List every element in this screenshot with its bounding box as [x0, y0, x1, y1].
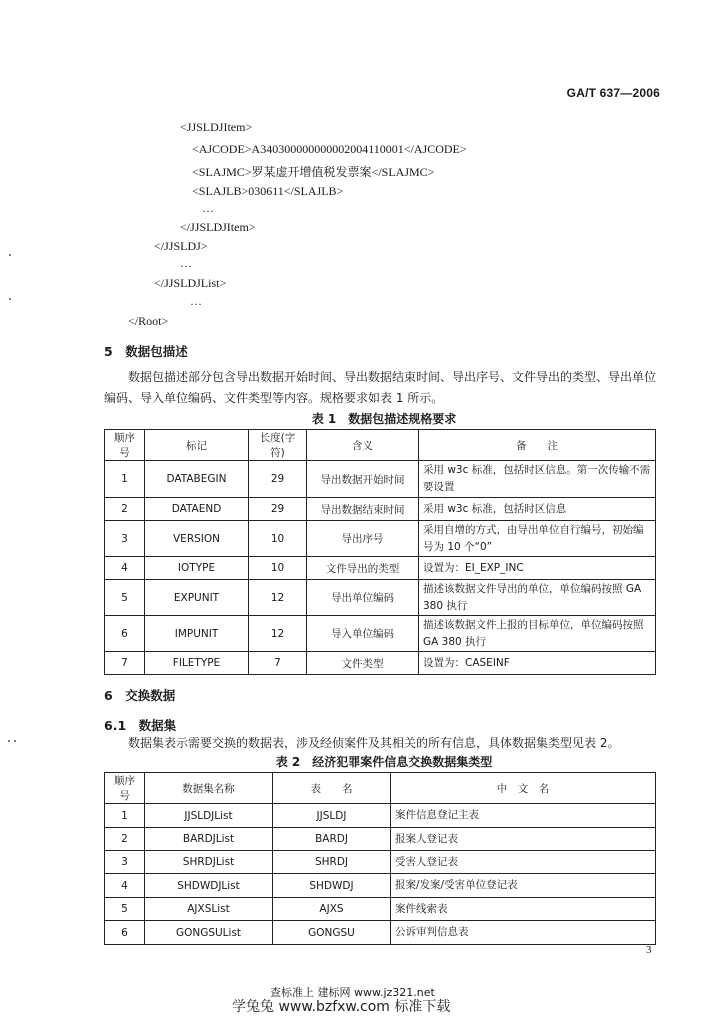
table-row: [105, 580, 656, 616]
column-header: 含义: [307, 430, 419, 461]
column-header: 数据集名称: [145, 773, 273, 804]
standard-number: GA/T 637—2006: [566, 86, 660, 100]
table-cell: EXPUNIT: [145, 580, 249, 616]
code-line: …: [180, 256, 192, 270]
scan-speck: [14, 740, 16, 742]
code-line: …: [202, 201, 214, 215]
table-cell: 7: [105, 652, 145, 675]
column-header: 顺序号: [105, 430, 145, 461]
table-cell: 4: [105, 874, 145, 898]
table-cell: 6: [105, 921, 145, 945]
table-cell: DATABEGIN: [145, 461, 249, 498]
table-row: [105, 616, 656, 652]
code-line: …: [190, 294, 202, 308]
table-row: [105, 652, 656, 675]
table-cell: 报案人登记表: [391, 828, 656, 851]
table-cell: 10: [249, 557, 307, 580]
table-cell: 采用自增的方式，由导出单位自行编号，初始编号为 10 个“0”: [419, 521, 656, 557]
table-cell: JJSLDJ: [273, 804, 391, 828]
table-cell: 采用 w3c 标准，包括时区信息: [419, 498, 656, 521]
table-cell: 3: [105, 851, 145, 874]
table-cell: SHDWDJList: [145, 874, 273, 898]
table-row: [105, 498, 656, 521]
table-cell: 设置为：EI_EXP_INC: [419, 557, 656, 580]
code-line: </JJSLDJ>: [154, 239, 208, 253]
section-paragraph: 数据包描述部分包含导出数据开始时间、导出数据结束时间、导出序号、文件导出的类型、导出单位编码、导入单位编码、文件类型等内容。规格要求如表 1 所示。: [104, 370, 657, 405]
table-cell: JJSLDJList: [145, 804, 273, 828]
table-cell: 公诉审判信息表: [391, 921, 656, 945]
table-row: [105, 898, 656, 921]
table-row: [105, 461, 656, 498]
column-header: 长度(字符): [249, 430, 307, 461]
table-cell: 案件信息登记主表: [391, 804, 656, 828]
table-row: [105, 804, 656, 828]
table-cell: 导出数据结束时间: [307, 498, 419, 521]
section-heading: 5 数据包描述: [104, 344, 188, 359]
table-cell: 2: [105, 828, 145, 851]
column-header: 中 文 名: [391, 773, 656, 804]
table-cell: 描述该数据文件上报的目标单位，单位编码按照 GA 380 执行: [419, 616, 656, 652]
page-number: 3: [646, 944, 652, 956]
table-row: [105, 851, 656, 874]
section-paragraph: 数据集表示需要交换的数据表，涉及经侦案件及其相关的所有信息，具体数据集类型见表 2。: [128, 736, 620, 750]
code-line: </JJSLDJItem>: [180, 220, 256, 234]
table-cell: 5: [105, 580, 145, 616]
footer-watermark: 学兔兔 www.bzfxw.com 标准下载: [232, 999, 451, 1015]
table-cell: 1: [105, 804, 145, 828]
table-cell: 4: [105, 557, 145, 580]
table-cell: 报案/发案/受害单位登记表: [391, 874, 656, 898]
scan-speck: [9, 298, 11, 300]
table-cell: 导出数据开始时间: [307, 461, 419, 498]
table-caption: 表 1 数据包描述规格要求: [311, 412, 457, 426]
table-cell: 导出序号: [307, 521, 419, 557]
code-line: <JJSLDJItem>: [180, 120, 253, 134]
footer-watermark: 查标准上 建标网 www.jz321.net: [270, 986, 435, 999]
column-header: 顺序号: [105, 773, 145, 804]
table-cell: 1: [105, 461, 145, 498]
table-cell: BARDJ: [273, 828, 391, 851]
table-cell: 6: [105, 616, 145, 652]
table-cell: 12: [249, 616, 307, 652]
table-cell: DATAEND: [145, 498, 249, 521]
table-cell: 29: [249, 498, 307, 521]
table-cell: 10: [249, 521, 307, 557]
table-cell: 导入单位编码: [307, 616, 419, 652]
table-cell: IOTYPE: [145, 557, 249, 580]
table-cell: 描述该数据文件导出的单位，单位编码按照 GA 380 执行: [419, 580, 656, 616]
code-line: </JJSLDJList>: [154, 276, 227, 290]
table-cell: AJXSList: [145, 898, 273, 921]
table-row: [105, 921, 656, 945]
table-row: [105, 874, 656, 898]
table-cell: 案件线索表: [391, 898, 656, 921]
table-cell: 3: [105, 521, 145, 557]
table-cell: SHDWDJ: [273, 874, 391, 898]
table-cell: GONGSUList: [145, 921, 273, 945]
table-cell: 文件类型: [307, 652, 419, 675]
table-cell: AJXS: [273, 898, 391, 921]
table-cell: 采用 w3c 标准，包括时区信息。第一次传输不需要设置: [419, 461, 656, 498]
section-heading: 6 交换数据: [104, 688, 176, 703]
table-cell: GONGSU: [273, 921, 391, 945]
column-header: 备 注: [419, 430, 656, 461]
subsection-heading: 6.1 数据集: [104, 718, 177, 733]
table-cell: FILETYPE: [145, 652, 249, 675]
table-cell: 7: [249, 652, 307, 675]
table-cell: 5: [105, 898, 145, 921]
code-line: <SLAJMC>罗某虚开增值税发票案</SLAJMC>: [192, 165, 435, 179]
table-row: [105, 557, 656, 580]
scan-speck: [9, 254, 11, 256]
table-cell: 2: [105, 498, 145, 521]
spec-table: [104, 429, 656, 675]
table-cell: 导出单位编码: [307, 580, 419, 616]
table-cell: 文件导出的类型: [307, 557, 419, 580]
code-line: <AJCODE>A340300000000002004110001</AJCODE>: [192, 142, 467, 156]
table-cell: VERSION: [145, 521, 249, 557]
table-row: [105, 521, 656, 557]
table-cell: 受害人登记表: [391, 851, 656, 874]
table-cell: SHRDJList: [145, 851, 273, 874]
code-line: <SLAJLB>030611</SLAJLB>: [192, 184, 344, 198]
dataset-table: [104, 772, 656, 945]
table-cell: 29: [249, 461, 307, 498]
table-cell: IMPUNIT: [145, 616, 249, 652]
scan-speck: [8, 740, 10, 742]
code-line: </Root>: [128, 314, 169, 328]
table-cell: 12: [249, 580, 307, 616]
table-caption: 表 2 经济犯罪案件信息交换数据集类型: [275, 755, 493, 769]
table-cell: 设置为：CASEINF: [419, 652, 656, 675]
table-row: [105, 828, 656, 851]
table-cell: SHRDJ: [273, 851, 391, 874]
column-header: 表 名: [273, 773, 391, 804]
table-cell: BARDJList: [145, 828, 273, 851]
column-header: 标记: [145, 430, 249, 461]
